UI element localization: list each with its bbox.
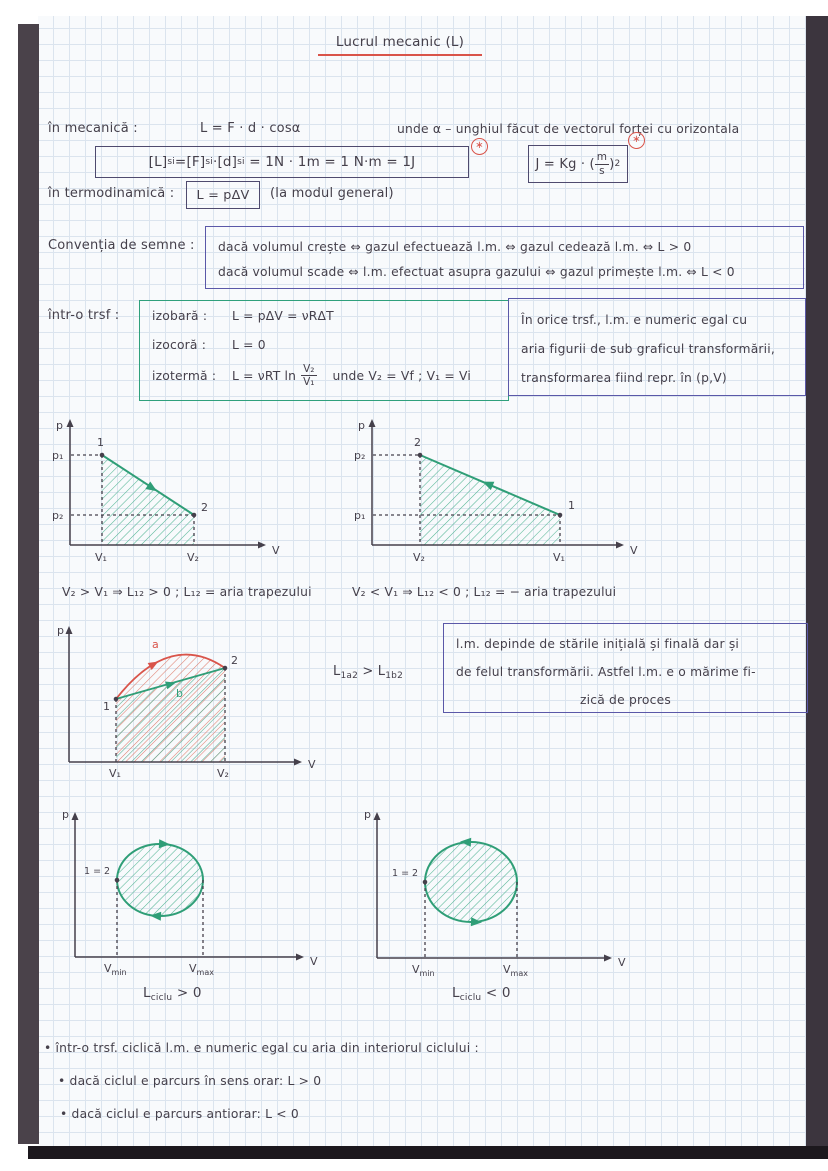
area-note-line3: transformarea fiind repr. în (p,V) [521, 371, 727, 385]
v2-tick-label: V₂ [413, 551, 425, 564]
p1-tick-label: p₁ [52, 449, 64, 462]
izoterma-row [152, 363, 471, 388]
transformations-box [139, 300, 509, 401]
start-point [423, 880, 428, 885]
si-rest: = 1N · 1m = 1 N·m = 1J [244, 154, 416, 170]
joule-frac-top: m [596, 151, 608, 164]
si-sub2: si [205, 157, 213, 167]
v1-tick-label: V₁ [553, 551, 565, 564]
vmin-tick-label: $V_{min}$ [104, 962, 127, 977]
point-2-label: 2 [231, 654, 238, 667]
p2-tick-label: p₂ [52, 509, 64, 522]
point-1-label: 1 [568, 499, 575, 512]
point-2-label: 2 [414, 436, 421, 449]
thermo-formula-box: L = pΔV [186, 181, 260, 209]
process-note-box [443, 623, 808, 713]
point-1-label: 1 [103, 700, 110, 713]
p-axis-label: p [358, 419, 365, 432]
v2-tick-label: V₂ [187, 551, 199, 564]
izoterma-note: unde V₂ = Vf ; V₁ = Vi [332, 368, 471, 383]
p-axis-label: p [56, 419, 63, 432]
start-point [115, 878, 120, 883]
izocora-formula: L = 0 [232, 338, 266, 352]
mechanics-prefix: în mecanică : [48, 121, 138, 136]
v-axis-label: V [308, 758, 316, 771]
sign-convention-line1: dacă volumul crește ⇔ gazul efectuează l.m. ⇔ gazul cedează l.m. ⇔ L > 0 [218, 240, 692, 254]
comparison-rhs-sub: 1b2 [385, 671, 404, 681]
si-f: [F] [186, 154, 206, 170]
si-eq1: = [174, 154, 187, 170]
sign-convention-label: Convenția de semne : [48, 238, 195, 253]
izoterma-frac-bottom: V₁ [303, 376, 315, 389]
cycle1-caption-base: L [143, 985, 151, 1001]
area-note-line1: În orice trsf., l.m. e numeric egal cu [521, 313, 748, 327]
izocora-name: izocoră : [152, 338, 207, 352]
cycle-curve [425, 842, 517, 922]
vmax-tick-label: $V_{max}$ [503, 963, 528, 978]
v-axis-label: V [630, 544, 638, 557]
state-point-2 [418, 453, 423, 458]
joule-frac-bottom: s [599, 164, 605, 177]
scan-edge-left [18, 24, 39, 1144]
work-area-hatch [102, 455, 194, 545]
v-axis-label: V [618, 956, 626, 969]
si-l: [L] [148, 154, 168, 170]
vmax-tick-label: $V_{max}$ [189, 962, 214, 977]
scan-edge-bottom [28, 1146, 828, 1159]
si-sub1: si [167, 157, 175, 167]
bullet-counterclockwise: • dacă ciclul e parcurs antiorar: L < 0 [60, 1107, 299, 1121]
pv-diagram-expansion [50, 415, 360, 583]
important-star-icon-2: ∗ [628, 132, 645, 149]
path-a-label: a [152, 638, 159, 651]
state-point-1 [114, 697, 119, 702]
comparison-lhs: L [333, 664, 341, 679]
v2-tick-label: V₂ [217, 767, 229, 780]
comparison-rhs: L [377, 664, 386, 679]
process-note-line2: de felul transformării. Astfel l.m. e o mărime fi- [456, 665, 756, 679]
scan-edge-right [806, 16, 828, 1149]
v-axis-label: V [310, 955, 318, 968]
process-note-line1: l.m. depinde de stările inițială și finală dar și [456, 637, 740, 651]
p1-tick-label: p₁ [354, 509, 366, 522]
izobara-formula: L = pΔV = νRΔT [232, 309, 334, 323]
cycle1-caption [143, 985, 202, 1003]
si-sub3: si [237, 157, 245, 167]
important-star-icon: ∗ [471, 138, 488, 155]
p-axis-label: p [364, 808, 371, 821]
state-point-1 [100, 453, 105, 458]
si-units-box [95, 146, 469, 178]
work-comparison [333, 664, 403, 681]
izoterma-frac-top: V₂ [303, 363, 315, 375]
pv-diagram-compression [350, 415, 660, 583]
cycle1-caption-rest: > 0 [172, 985, 202, 1001]
point-2-label: 2 [201, 501, 208, 514]
state-point-2 [223, 666, 228, 671]
process-note-line3: zică de proces [579, 693, 671, 707]
cycle-curve [117, 844, 203, 916]
expansion-caption: V₂ > V₁ ⇒ L₁₂ > 0 ; L₁₂ = aria trapezului [62, 585, 312, 599]
v1-tick-label: V₁ [109, 767, 121, 780]
v-axis-label: V [272, 544, 280, 557]
v1-tick-label: V₁ [95, 551, 107, 564]
bullet-clockwise: • dacă ciclul e parcurs în sens orar: L > 0 [58, 1074, 322, 1088]
pv-cycle-counterclockwise [362, 806, 672, 984]
work-area-hatch [420, 455, 560, 545]
sign-convention-line2: dacă volumul scade ⇔ l.m. efectuat asupra gazului ⇔ gazul primește l.m. ⇔ L < 0 [218, 265, 735, 279]
area-note-box [508, 298, 806, 396]
cycle2-caption-base: L [452, 985, 460, 1001]
thermo-prefix: în termodinamică : [48, 186, 175, 201]
joule-exponent: 2 [614, 159, 621, 169]
vmin-tick-label: $V_{min}$ [412, 963, 435, 978]
thermo-note: (la modul general) [270, 186, 394, 201]
bullet-cyclic-rule: • într-o trsf. ciclică l.m. e numeric egal cu aria din interiorul ciclului : [44, 1041, 479, 1055]
si-dot: · [212, 154, 218, 170]
point-1-label: 1 [97, 436, 104, 449]
cycle2-caption [452, 985, 511, 1003]
izobara-name: izobară : [152, 309, 208, 323]
mechanics-note: unde α – unghiul făcut de vectorul forței cu orizontala [397, 122, 740, 136]
joule-fraction [595, 151, 609, 176]
path-b-label: b [176, 687, 183, 700]
izoterma-formula: L = νRT ln [232, 368, 297, 383]
p2-tick-label: p₂ [354, 449, 366, 462]
cycle1-caption-sub: ciclu [150, 993, 173, 1003]
state-point-2 [192, 513, 197, 518]
izoterma-fraction [301, 363, 316, 388]
cycle2-caption-rest: < 0 [481, 985, 511, 1001]
area-note-line2: aria figurii de sub graficul transformării, [521, 342, 776, 356]
joule-close: ) [609, 156, 615, 172]
si-d: [d] [217, 154, 238, 170]
pv-diagram-two-paths [55, 620, 365, 795]
state-point-1 [558, 513, 563, 518]
compression-caption: V₂ < V₁ ⇒ L₁₂ < 0 ; L₁₂ = − aria trapezului [352, 585, 617, 599]
sign-convention-box [205, 226, 804, 289]
p-axis-label: p [62, 808, 69, 821]
comparison-op: > [358, 664, 378, 679]
izoterma-name: izotermă : [152, 368, 217, 383]
cycle2-caption-sub: ciclu [459, 993, 482, 1003]
joule-definition-box [528, 145, 628, 183]
start-point-label: 1 = 2 [392, 868, 419, 879]
page-title: Lucrul mecanic (L) [318, 34, 482, 56]
comparison-lhs-sub: 1a2 [340, 671, 359, 681]
transformations-label: într-o trsf : [48, 308, 120, 323]
start-point-label: 1 = 2 [84, 866, 111, 877]
p-axis-label: p [57, 624, 64, 637]
pv-cycle-clockwise [58, 806, 368, 984]
joule-lhs: J = Kg · ( [535, 156, 595, 172]
mechanics-formula: L = F · d · cosα [200, 121, 301, 136]
